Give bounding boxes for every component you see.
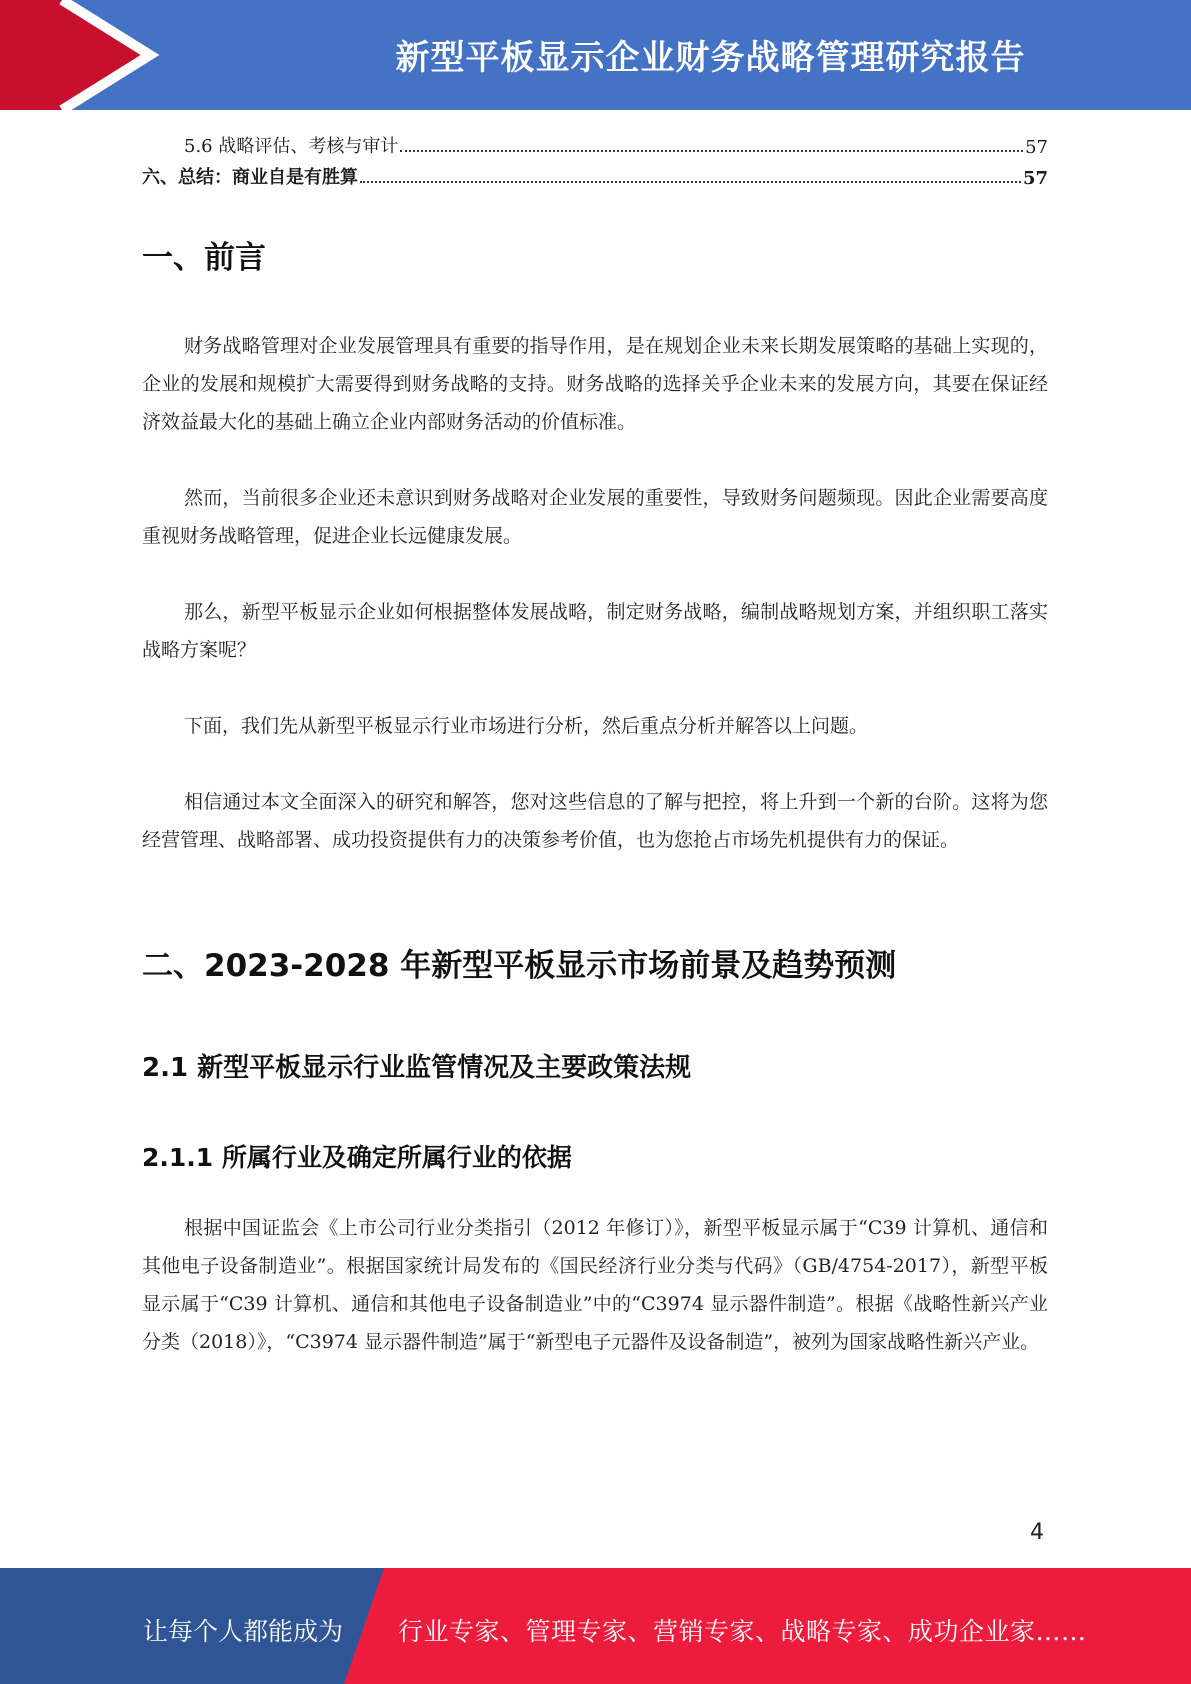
page-number: 4 <box>1030 1520 1044 1545</box>
toc-entry-title: 5.6 战略评估、考核与审计 <box>184 136 399 157</box>
page-footer <box>0 1568 1191 1684</box>
toc-entry-page: 57 <box>1022 168 1048 189</box>
footer-slogan-left: 让每个人都能成为 <box>143 1617 344 1646</box>
subsubsection-heading: 2.1.1 所属行业及确定所属行业的依据 <box>142 1143 572 1172</box>
paragraph: 然而，当前很多企业还未意识到财务战略对企业发展的重要性，导致财务问题频现。因此企业需要高度重视财务战略管理，促进企业长远健康发展。 <box>142 487 1048 547</box>
subsection-heading: 2.1 新型平板显示行业监管情况及主要政策法规 <box>142 1053 692 1083</box>
paragraph: 根据中国证监会《上市公司行业分类指引（2012 年修订）》，新型平板显示属于“C39 计算机、通信和其他电子设备制造业”。根据国家统计局发布的《国民经济行业分类与代码》（GB/4754-2017），新型平板显示属于“C39 计算机、通信和其他电子设备制造业”中的“C3974 显示器件制造”。根据《战略性新兴产业分类（2018）》，“C3974 显示器件制造”属于“新型电子元器件及设备制造”，被列为国家战略性新兴产业。 <box>142 1217 1048 1353</box>
footer-slogan-right: 行业专家、管理专家、营销专家、战略专家、成功企业家…… <box>398 1617 1087 1646</box>
paragraph: 下面，我们先从新型平板显示行业市场进行分析，然后重点分析并解答以上问题。 <box>184 715 869 737</box>
toc-leader <box>400 150 1023 152</box>
page-header <box>0 0 1191 110</box>
paragraph: 财务战略管理对企业发展管理具有重要的指导作用，是在规划企业未来长期发展策略的基础上实现的，企业的发展和规模扩大需要得到财务战略的支持。财务战略的选择关乎企业未来的发展方向，其要在保证经济效益最大化的基础上确立企业内部财务活动的价值标准。 <box>142 335 1048 433</box>
paragraph: 那么，新型平板显示企业如何根据整体发展战略，制定财务战略，编制战略规划方案，并组织职工落实战略方案呢？ <box>142 601 1048 661</box>
toc-leader <box>360 181 1021 183</box>
toc-entry-page: 57 <box>1025 137 1048 158</box>
section-heading-market-forecast: 二、2023-2028 年新型平板显示市场前景及趋势预测 <box>142 948 897 984</box>
section-heading-preface: 一、前言 <box>142 240 266 276</box>
toc-entry[interactable] <box>142 128 1048 158</box>
report-title: 新型平板显示企业财务战略管理研究报告 <box>395 38 1026 78</box>
paragraph: 相信通过本文全面深入的研究和解答，您对这些信息的了解与把控，将上升到一个新的台阶。这将为您经营管理、战略部署、成功投资提供有力的决策参考价值，也为您抢占市场先机提供有力的保证。 <box>142 791 1048 851</box>
toc-entry[interactable] <box>142 159 1048 189</box>
toc-entry-title: 六、总结：商业自是有胜算 <box>142 167 358 188</box>
